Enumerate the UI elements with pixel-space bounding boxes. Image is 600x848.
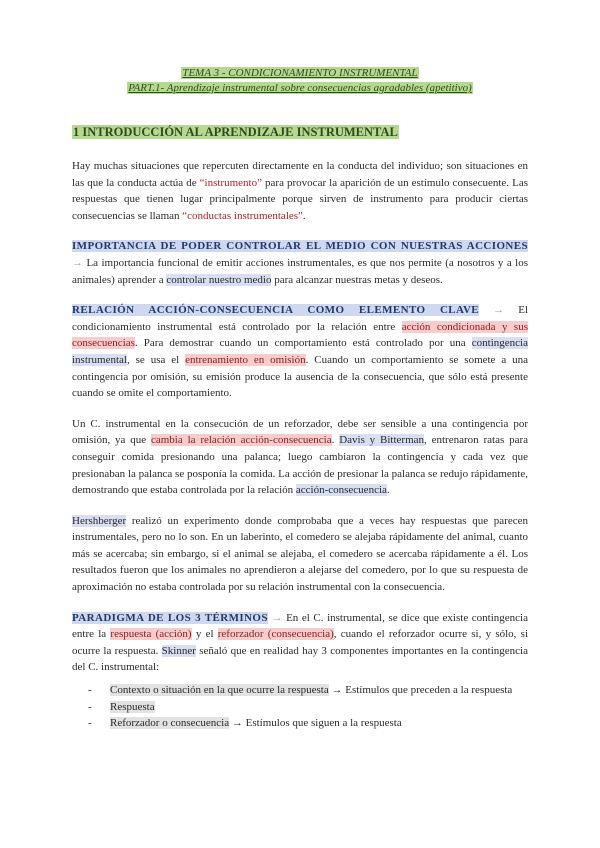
paragraph-hershberger: Hershberger realizó un experimento donde comprobaba que a veces hay respuestas que parecen instrumentales, pero no lo son. En un laberinto, el comedero se alejaba rápidamente del animal, cuanto más se acercaba; sin embargo, si el animal se alejaba, el comedero se acercaba rápidamente a él. Los resultados fueron que los animales no aprendieron a alejarse del comedero, por lo que su respuesta de aproximación no estaba controlada por su relación instrumental con la consecuencia. <box>72 514 528 594</box>
highlight-davis: Davis y Bitterman <box>339 434 425 447</box>
paragraph-paradigma: PARADIGMA DE LOS 3 TÉRMINOS → En el C. instrumental, se dice que existe contingencia entre la respuesta (acción) y el reforzador (consecuencia), cuando el reforzador ocurre si, y sólo, si ocurre la respuesta. Skinner señaló que en realidad hay 3 componentes importantes en la contingencia del C. instrumental: <box>72 611 528 674</box>
paragraph-relacion: RELACIÓN ACCIÓN-CONSECUENCIA COMO ELEMENTO CLAVE → El condicionamiento instrumental está controlado por la relación entre acción condicionada y sus consecuencias. Para demostrar cuando un comportamiento está controlado por una contingencia instrumental, se usa el entrenamiento en omisión. Cuando un comportamiento se somete a una contingencia por omisión, su emisión produce la ausencia de la consecuencia, que sólo está presente cuando se omite el comportamiento. <box>72 304 528 400</box>
list-item: - Contexto o situación en la que ocurre la respuesta → Estímulos que preceden a la respuesta <box>110 682 528 699</box>
highlight-controlar: controlar nuestro medio <box>166 273 272 286</box>
arrow-icon: → <box>267 611 287 624</box>
paragraph-davis: Un C. instrumental en la consecución de un reforzador, debe ser sensible a una contingencia por omisión, ya que cambia la relación acción-consecuencia. Davis y Bitterman, entrenaron ratas para conseguir comida presionando una palanca; luego cambiaron la contingencia y cada vez que presionaban la palanca se posponía la comida. La acción de presionar la palanca se redujo rápidamente, demostrando que estaba controlada por la relación acción-consecuencia. <box>72 417 528 497</box>
quote-conductas: “conductas instrumentales” <box>182 209 303 222</box>
document-title: TEMA 3 - CONDICIONAMIENTO INSTRUMENTAL <box>182 67 418 79</box>
arrow-icon: → <box>72 256 87 269</box>
keyword-relacion: RELACIÓN ACCIÓN-CONSECUENCIA COMO ELEMENTO CLAVE <box>72 304 480 317</box>
highlight-reforzador: reforzador (consecuencia) <box>217 628 334 641</box>
document-subtitle: PART.1- Aprendizaje instrumental sobre consecuencias agradables (apetitivo) <box>128 82 472 94</box>
highlight-contingencia: contingencia instrumental <box>72 337 528 366</box>
paragraph-intro: Hay muchas situaciones que repercuten directamente en la conducta del individuo; son situaciones en las que la conducta actúa de “instrumento” para provocar la aparición de un estímulo consecuente. Las respuestas que tienen lugar principalmente porque sirven de instrumento para producir ciertas consecuencias se llaman “conductas instrumentales”. <box>72 160 528 222</box>
highlight-respuesta: respuesta (acción) <box>110 628 192 641</box>
paragraph-importancia: IMPORTANCIA DE PODER CONTROLAR EL MEDIO CON NUESTRAS ACCIONES → La importancia funcional de emitir acciones instrumentales, es que nos permite (a nosotros y a los animales) aprender a controlar nuestro medio para alcanzar nuestras metas y deseos. <box>72 240 528 286</box>
highlight-omision: entrenamiento en omisión <box>185 353 306 366</box>
components-list <box>72 682 528 732</box>
keyword-importancia: IMPORTANCIA DE PODER CONTROLAR EL MEDIO CON NUESTRAS ACCIONES <box>72 240 528 253</box>
list-item: - Reforzador o consecuencia → Estímulos que siguen a la respuesta <box>110 715 528 732</box>
arrow-icon: → <box>479 304 519 317</box>
highlight-accion: acción condicionada y sus consecuencias <box>72 320 528 350</box>
list-item: - Respuesta <box>110 699 528 716</box>
highlight-skinner: Skinner <box>161 644 196 657</box>
highlight-hershberger: Hershberger <box>72 514 127 527</box>
keyword-paradigma: PARADIGMA DE LOS 3 TÉRMINOS <box>72 611 268 624</box>
highlight-cambia: cambia la relación acción-consecuencia <box>150 434 332 447</box>
quote-instrumento: “instrumento” <box>199 176 262 189</box>
section-heading: 1 INTRODUCCIÓN AL APRENDIZAJE INSTRUMENTAL <box>73 125 398 139</box>
highlight-accion-consecuencia: acción-consecuencia <box>295 484 387 497</box>
